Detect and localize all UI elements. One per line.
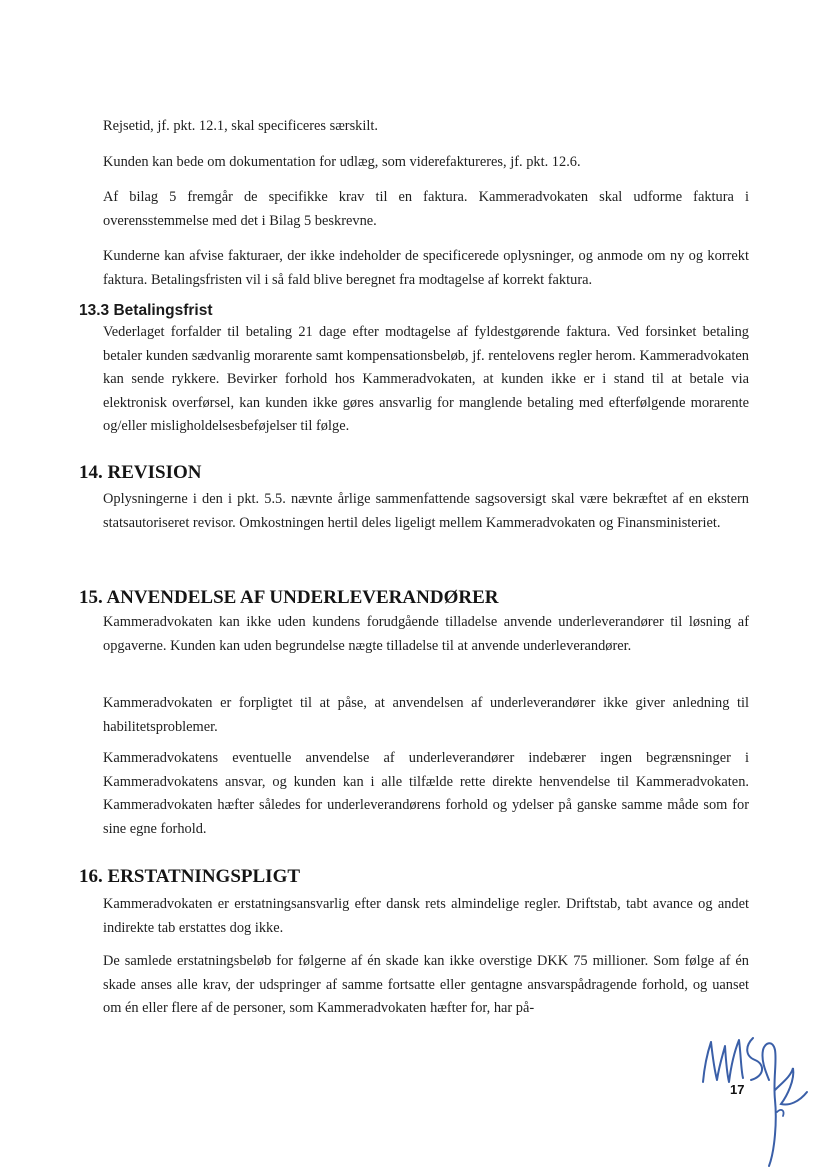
paragraph-payment-deadline: Vederlaget forfalder til betaling 21 dage efter modtagelse af fyldestgørende faktura. Ved forsinket betaling betaler kunden sædvanlig morarente samt kompensationsbeløb, jf. rentelovens regler herom. Kammeradvokaten kan sende rykkere. Bevirker forhold hos Kammeradvokaten, at kunden ikke er i stand til at betale via elektronisk overførsel, kan kunden ikke gøres ansvarlig for manglende betaling med efterfølgende morarente og/eller misligholdelsesbeføjelser til følge. [103, 324, 749, 434]
paragraph-reject-invoices: Kunderne kan afvise fakturaer, der ikke indeholder de specificerede oplysninger, og anmode om ny og korrekt faktura. Betalingsfristen vil i så fald blive beregnet fra modtagelse af korrekt faktura. [103, 248, 749, 288]
section-heading-16: 16. ERSTATNINGSPLIGT [79, 866, 301, 887]
handwritten-initials [695, 1020, 815, 1170]
paragraph-subcontractor-impartiality: Kammeradvokaten er forpligtet til at påse, at anvendelsen af underleverandører ikke giver anledning til habilitetsproblemer. [103, 695, 749, 735]
paragraph-travel-time: Rejsetid, jf. pkt. 12.1, skal specificeres særskilt. [103, 118, 378, 134]
paragraph-liability-general: Kammeradvokaten er erstatningsansvarlig efter dansk rets almindelige regler. Driftstab, tabt avance og andet indirekte tab erstattes dog ikke. [103, 896, 749, 936]
paragraph-liability-cap: De samlede erstatningsbeløb for følgerne af én skade kan ikke overstige DKK 75 millioner. Som følge af én skade anses alle krav, der udspringer af samme fortsatte eller gentagne ansvarspådragende forhold, og uanset om én eller flere af de personer, som Kammeradvokaten hæfter for, har på- [103, 953, 749, 1016]
page-number: 17 [730, 1082, 745, 1097]
section-heading-13-3: 13.3 Betalingsfrist [79, 302, 213, 319]
paragraph-invoice-requirements: Af bilag 5 fremgår de specifikke krav til en faktura. Kammeradvokaten skal udforme faktura i overensstemmelse med det i Bilag 5 beskrevne. [103, 189, 749, 229]
paragraph-documentation: Kunden kan bede om dokumentation for udlæg, som viderefaktureres, jf. pkt. 12.6. [103, 154, 581, 170]
paragraph-revision: Oplysningerne i den i pkt. 5.5. nævnte årlige sammenfattende sagsoversigt skal være bekræftet af en ekstern statsautoriseret revisor. Omkostningen hertil deles ligeligt mellem Kammeradvokaten og Finansministeriet. [103, 491, 749, 531]
section-heading-15: 15. ANVENDELSE AF UNDERLEVERANDØRER [79, 587, 499, 608]
paragraph-subcontractor-permission: Kammeradvokaten kan ikke uden kundens forudgående tilladelse anvende underleverandører til løsning af opgaverne. Kunden kan uden begrundelse nægte tilladelse til at anvende underleverandører. [103, 614, 749, 654]
section-heading-14: 14. REVISION [79, 462, 202, 483]
paragraph-subcontractor-liability: Kammeradvokatens eventuelle anvendelse af underleverandører indebærer ingen begrænsninger i Kammeradvokatens ansvar, og kunden kan i alle tilfælde rette direkte henvendelse til Kammeradvokaten. Kammeradvokaten hæfter således for underleverandørens forhold og ydelser på ganske samme måde som for sine egne forhold. [103, 750, 749, 837]
